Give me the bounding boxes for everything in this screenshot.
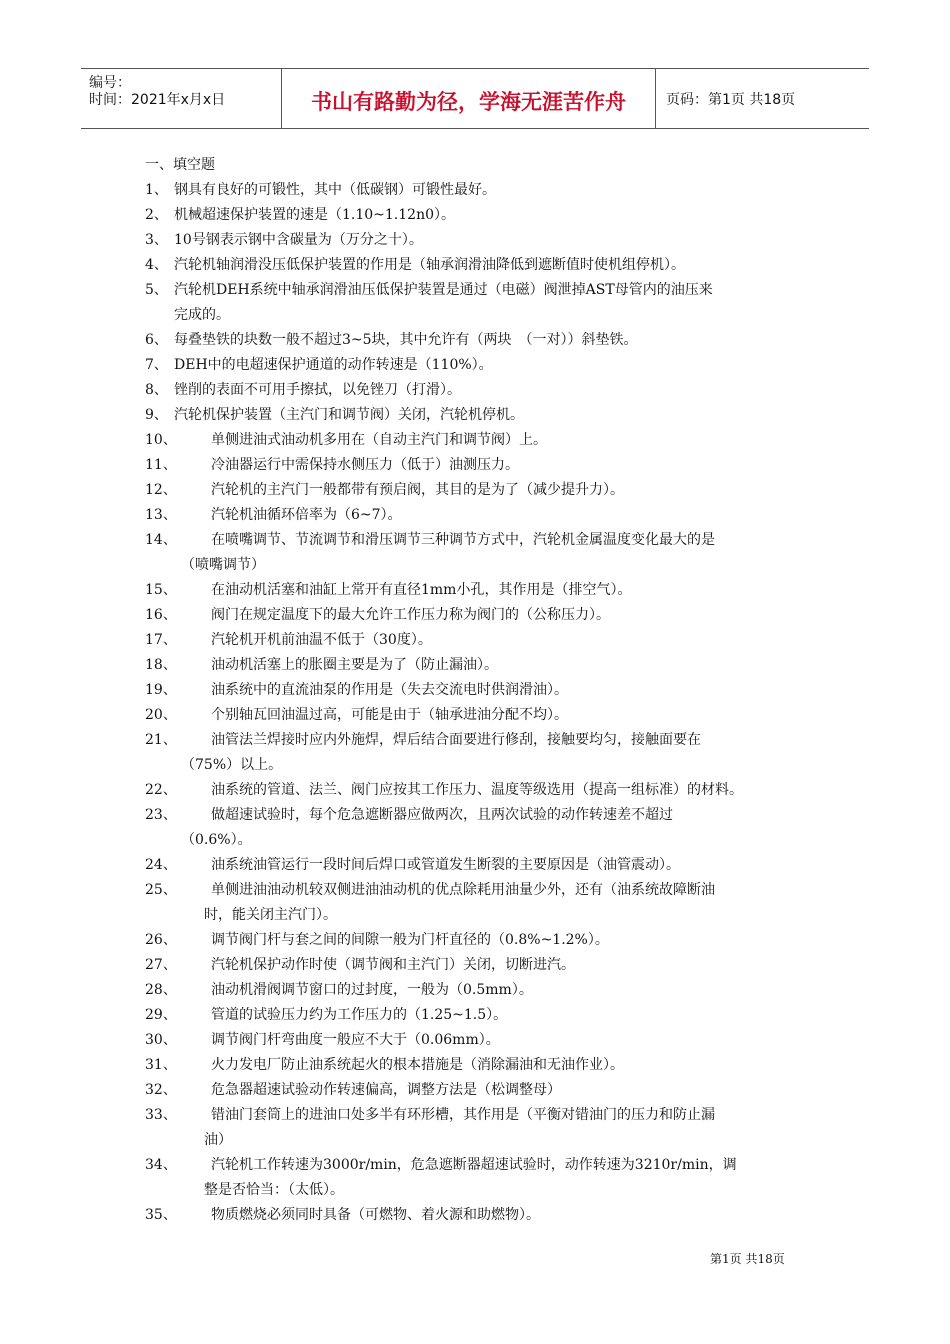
question-number: 8、 <box>145 382 168 398</box>
question-number: 33、 <box>145 1107 177 1123</box>
question-number: 4、 <box>145 257 168 273</box>
question-text: 单侧进油油动机较双侧进油油动机的优点除耗用油量少外，还有（油系统故障断油 <box>211 882 715 898</box>
question-item <box>145 403 813 428</box>
question-text: 钢具有良好的可锻性，其中（低碳钢）可锻性最好。 <box>174 182 496 198</box>
question-text: 汽轮机保护装置（主汽门和调节阀）关闭，汽轮机停机。 <box>174 407 524 423</box>
question-text: 汽轮机工作转速为3000r/min，危急遮断器超速试验时，动作转速为3210r/min，调 <box>211 1157 737 1173</box>
page-footer: 第1页 共18页 <box>710 1252 785 1266</box>
question-item <box>145 228 813 253</box>
question-text: 油管法兰焊接时应内外施焊，焊后结合面要进行修刮，接触要均匀，接触面要在 <box>211 732 701 748</box>
question-text: 机械超速保护装置的速是（1.10~1.12n0）。 <box>174 207 455 223</box>
question-text: 单侧进油式油动机多用在（自动主汽门和调节阀）上。 <box>211 432 547 448</box>
question-number: 21、 <box>145 732 177 748</box>
page-code: 页码：第1页 共18页 <box>666 92 796 108</box>
question-item <box>145 428 813 453</box>
question-number: 13、 <box>145 507 177 523</box>
question-number: 30、 <box>145 1032 177 1048</box>
question-number: 35、 <box>145 1207 177 1223</box>
question-text: 油系统的管道、法兰、阀门应按其工作压力、温度等级选用（提高一组标准）的材料。 <box>211 782 743 798</box>
question-text-continued: （喷嘴调节） <box>181 557 265 573</box>
question-text-continued: （75%）以上。 <box>181 757 283 773</box>
header-motto-cell <box>282 69 656 128</box>
question-text: 危急器超速试验动作转速偏高，调整方法是（松调整母） <box>211 1082 561 1098</box>
question-item <box>145 1153 813 1203</box>
question-list <box>145 178 813 1228</box>
question-number: 9、 <box>145 407 168 423</box>
question-item <box>145 578 813 603</box>
question-item <box>145 1078 813 1103</box>
serial-number-label: 编号： <box>89 75 131 91</box>
question-text-continued: 整是否恰当：（太低）。 <box>204 1182 344 1198</box>
question-item <box>145 528 813 578</box>
question-text: 锉削的表面不可用手擦拭，以免锉刀（打滑）。 <box>174 382 461 398</box>
question-text: 汽轮机油循环倍率为（6~7）。 <box>211 507 402 523</box>
question-item <box>145 953 813 978</box>
question-item <box>145 703 813 728</box>
question-text-continued: 时，能关闭主汽门）。 <box>204 907 337 923</box>
question-item <box>145 628 813 653</box>
question-item <box>145 728 813 778</box>
question-number: 15、 <box>145 582 177 598</box>
question-number: 12、 <box>145 482 177 498</box>
question-text: 个别轴瓦回油温过高，可能是由于（轴承进油分配不均）。 <box>211 707 568 723</box>
question-text: 在油动机活塞和油缸上常开有直径1mm小孔，其作用是（排空气）。 <box>211 582 632 598</box>
question-text: 在喷嘴调节、节流调节和滑压调节三种调节方式中，汽轮机金属温度变化最大的是 <box>211 532 715 548</box>
question-text: 汽轮机的主汽门一般都带有预启阀，其目的是为了（减少提升力）。 <box>211 482 624 498</box>
question-item <box>145 678 813 703</box>
question-item <box>145 328 813 353</box>
question-item <box>145 203 813 228</box>
question-item <box>145 253 813 278</box>
question-number: 1、 <box>145 182 168 198</box>
question-text: 10号钢表示钢中含碳量为（万分之十）。 <box>174 232 423 248</box>
question-text: 每叠垫铁的块数一般不超过3~5块，其中允许有（两块 （一对））斜垫铁。 <box>174 332 638 348</box>
question-number: 23、 <box>145 807 177 823</box>
question-text: 调节阀门杆与套之间的间隙一般为门杆直径的（0.8%~1.2%）。 <box>211 932 609 948</box>
question-item <box>145 1103 813 1153</box>
question-item <box>145 603 813 628</box>
question-item <box>145 1003 813 1028</box>
question-item <box>145 1203 813 1228</box>
question-text: 火力发电厂防止油系统起火的根本措施是（消除漏油和无油作业）。 <box>211 1057 624 1073</box>
question-text: 油动机活塞上的胀圈主要是为了（防止漏油）。 <box>211 657 498 673</box>
question-item <box>145 1053 813 1078</box>
question-text: 油系统中的直流油泵的作用是（失去交流电时供润滑油）。 <box>211 682 568 698</box>
question-number: 17、 <box>145 632 177 648</box>
question-item <box>145 178 813 203</box>
question-item <box>145 453 813 478</box>
question-number: 32、 <box>145 1082 177 1098</box>
question-item <box>145 853 813 878</box>
question-number: 16、 <box>145 607 177 623</box>
question-text: 油系统油管运行一段时间后焊口或管道发生断裂的主要原因是（油管震动）。 <box>211 857 680 873</box>
question-item <box>145 803 813 853</box>
page-header <box>81 68 869 129</box>
question-number: 22、 <box>145 782 177 798</box>
question-number: 18、 <box>145 657 177 673</box>
question-number: 6、 <box>145 332 168 348</box>
document-body <box>145 153 813 1228</box>
question-number: 31、 <box>145 1057 177 1073</box>
question-item <box>145 1028 813 1053</box>
question-number: 3、 <box>145 232 168 248</box>
motto-text: 书山有路勤为径，学海无涯苦作舟 <box>311 90 626 114</box>
question-number: 27、 <box>145 957 177 973</box>
question-number: 34、 <box>145 1157 177 1173</box>
date-label: 时间：2021年x月x日 <box>89 92 226 108</box>
question-item <box>145 928 813 953</box>
question-text: 调节阀门杆弯曲度一般应不大于（0.06mm）。 <box>211 1032 500 1048</box>
section-title: 一、填空题 <box>145 157 215 173</box>
question-number: 25、 <box>145 882 177 898</box>
question-number: 29、 <box>145 1007 177 1023</box>
question-item <box>145 378 813 403</box>
question-text-continued: （0.6%）。 <box>181 832 252 848</box>
question-item <box>145 503 813 528</box>
question-number: 5、 <box>145 282 168 298</box>
question-item <box>145 278 813 328</box>
question-text: 油动机滑阀调节窗口的过封度，一般为（0.5mm）。 <box>211 982 533 998</box>
question-text: 错油门套筒上的进油口处多半有环形槽，其作用是（平衡对错油门的压力和防止漏 <box>211 1107 715 1123</box>
question-number: 26、 <box>145 932 177 948</box>
question-text-continued: 完成的。 <box>174 307 230 323</box>
question-text: 汽轮机开机前油温不低于（30度）。 <box>211 632 432 648</box>
question-number: 19、 <box>145 682 177 698</box>
question-item <box>145 653 813 678</box>
question-number: 20、 <box>145 707 177 723</box>
question-text: 做超速试验时，每个危急遮断器应做两次，且两次试验的动作转速差不超过 <box>211 807 673 823</box>
question-text: 物质燃烧必须同时具备（可燃物、着火源和助燃物）。 <box>211 1207 540 1223</box>
question-text: 阀门在规定温度下的最大允许工作压力称为阀门的（公称压力）。 <box>211 607 610 623</box>
question-text: 管道的试验压力约为工作压力的（1.25~1.5）。 <box>211 1007 508 1023</box>
question-item <box>145 478 813 503</box>
question-number: 14、 <box>145 532 177 548</box>
question-text: 汽轮机轴润滑没压低保护装置的作用是（轴承润滑油降低到遮断值时使机组停机）。 <box>174 257 685 273</box>
question-text-continued: 油） <box>204 1132 232 1148</box>
question-item <box>145 353 813 378</box>
question-item <box>145 878 813 928</box>
header-page-cell <box>656 69 869 128</box>
question-number: 7、 <box>145 357 168 373</box>
question-number: 11、 <box>145 457 177 473</box>
question-number: 24、 <box>145 857 177 873</box>
question-number: 10、 <box>145 432 177 448</box>
question-number: 2、 <box>145 207 168 223</box>
question-text: 冷油器运行中需保持水侧压力（低于）油测压力。 <box>211 457 519 473</box>
question-text: 汽轮机保护动作时使（调节阀和主汽门）关闭，切断进汽。 <box>211 957 575 973</box>
question-item <box>145 778 813 803</box>
question-number: 28、 <box>145 982 177 998</box>
question-item <box>145 978 813 1003</box>
question-text: 汽轮机DEH系统中轴承润滑油压低保护装置是通过（电磁）阀泄掉AST母管内的油压来 <box>174 282 713 298</box>
header-info-cell <box>81 69 282 128</box>
question-text: DEH中的电超速保护通道的动作转速是（110%）。 <box>174 357 493 373</box>
